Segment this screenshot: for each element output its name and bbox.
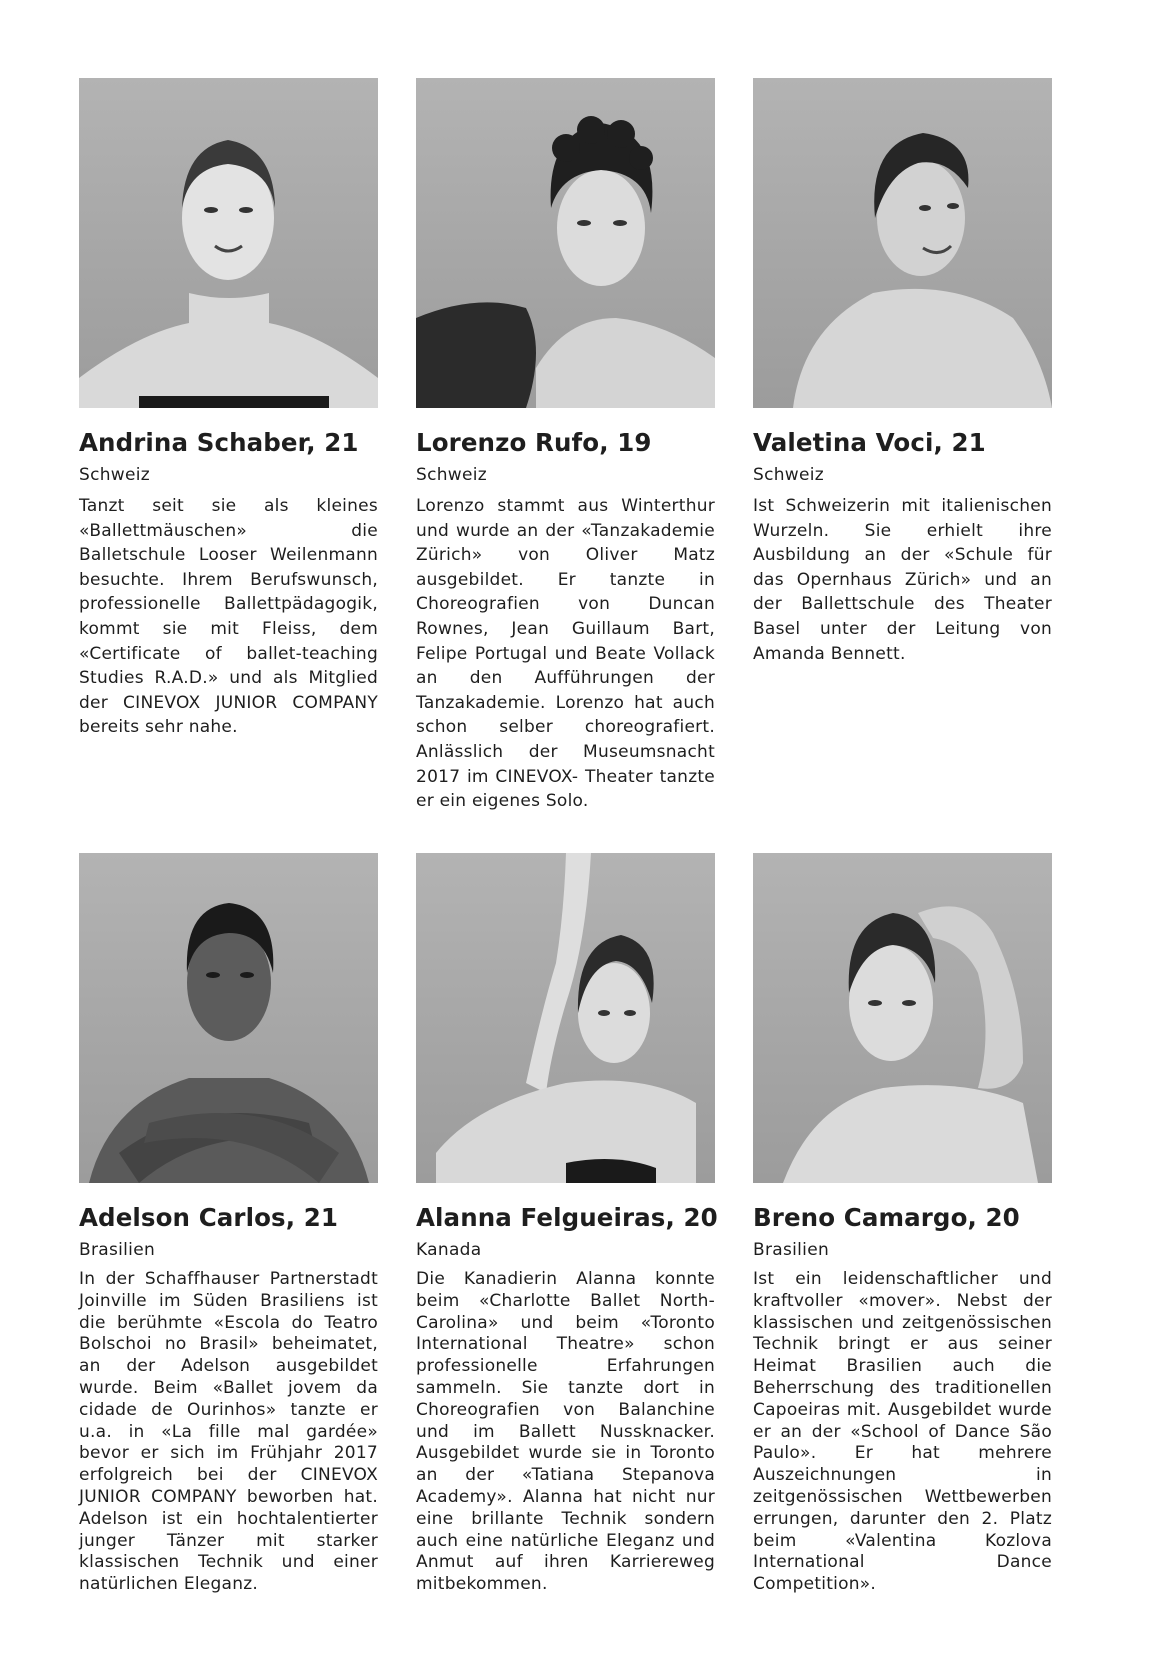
dancer-name: Breno Camargo, 20 <box>753 1203 1020 1232</box>
portrait-female-hair-bun-icon <box>79 78 378 408</box>
dancer-country: Brasilien <box>79 1240 156 1260</box>
portrait-photo-alanna <box>416 853 715 1183</box>
dancer-country: Schweiz <box>753 465 825 485</box>
dancer-name: Valetina Voci, 21 <box>753 428 986 457</box>
dancer-country: Schweiz <box>416 465 488 485</box>
dancer-name: Adelson Carlos, 21 <box>79 1203 339 1232</box>
portrait-male-arms-crossed-icon <box>79 853 378 1183</box>
dancer-card-adelson <box>79 853 378 1596</box>
dancer-card-breno <box>753 853 1052 1596</box>
portrait-male-arm-over-head-icon <box>753 853 1052 1183</box>
portrait-female-over-shoulder-icon <box>753 78 1052 408</box>
portrait-photo-lorenzo <box>416 78 715 408</box>
portrait-photo-andrina <box>79 78 378 408</box>
dancer-card-alanna <box>416 853 718 1596</box>
portrait-photo-adelson <box>79 853 378 1183</box>
portrait-photo-valetina <box>753 78 1052 408</box>
dancer-bio: Die Kanadierin Alanna konnte beim «Charlotte Ballet North-Carolina» und beim «Toronto International Theatre» schon professionelle Erfahrungen sammeln. Sie tanzte dort in Choreografien von Balanchine und im Ballett Nussknacker. Ausgebildet wurde sie in Toronto an der «Tatiana Stepanova Academy». Alanna hat nicht nur eine brillante Technik sondern auch eine natürliche Eleganz und Anmut auf ihren Karriereweg mitbekommen. <box>416 1269 715 1595</box>
portrait-photo-breno <box>753 853 1052 1183</box>
dancer-card-valetina <box>753 78 1052 666</box>
dancer-bio: Ist ein leidenschaftlicher und kraftvoller «mover». Nebst der klassischen und zeitgenössischen Technik bringt er aus seiner Heimat Brasilien auch die Beherrschung des traditionellen Capoeiras mit. Ausgebildet wurde er an der «School of Dance São Paulo». Er hat mehrere Auszeichnungen in zeitgenössischen Wettbewerben errungen, darunter den 2. Platz beim «Valentina Kozlova International Dance Competition». <box>753 1269 1052 1595</box>
portrait-female-arm-raised-icon <box>416 853 715 1183</box>
dancer-name: Lorenzo Rufo, 19 <box>416 428 652 457</box>
dancer-country: Brasilien <box>753 1240 830 1260</box>
dancer-card-lorenzo <box>416 78 715 814</box>
dancer-bio: Lorenzo stammt aus Winterthur und wurde an der «Tanzakademie Zürich» von Oliver Matz ausgebildet. Er tanzte in Choreografien von Duncan Rownes, Jean Guillaum Bart, Felipe Portugal und Beate Vollack an den Aufführungen der Tanzakademie. Lorenzo hat auch schon selber choreografiert. Anlässlich der Museumsnacht 2017 im CINEVOX- Theater tanzte er ein eigenes Solo. <box>416 496 715 812</box>
dancer-name: Alanna Felgueiras, 20 <box>416 1203 718 1232</box>
dancer-bio: Ist Schweizerin mit italienischen Wurzeln. Sie erhielt ihre Ausbildung an der «Schule für das Opernhaus Zürich» und an der Ballettschule des Theater Basel unter der Leitung von Amanda Bennett. <box>753 496 1052 664</box>
dancer-card-andrina <box>79 78 378 740</box>
dancer-name: Andrina Schaber, 21 <box>79 428 359 457</box>
dancer-bio: In der Schaffhauser Partnerstadt Joinville im Süden Brasiliens ist die berühmte «Escola do Teatro Bolschoi no Brasil» beheimatet, an der Adelson ausgebildet wurde. Beim «Ballet jovem da cidade de Ourinhos» tanzte er u.a. in «La fille mal gardée» bevor er sich im Frühjahr 2017 erfolgreich bei der CINEVOX JUNIOR COMPANY beworben hat. Adelson ist ein hochtalentierter junger Tänzer mit starker klassischen Technik und einer natürlichen Eleganz. <box>79 1269 378 1595</box>
dancer-country: Kanada <box>416 1240 482 1260</box>
dancer-bio: Tanzt seit sie als kleines «Ballettmäuschen» die Balletschule Looser Weilenmann besuchte. Ihrem Berufswunsch, professionelle Ballettpädagogik, kommt sie mit Fleiss, dem «Certificate of ballet-teaching Studies R.A.D.» und als Mitglied der CINEVOX JUNIOR COMPANY bereits sehr nahe. <box>79 496 378 738</box>
dancer-country: Schweiz <box>79 465 151 485</box>
portrait-male-curly-hair-icon <box>416 78 715 408</box>
